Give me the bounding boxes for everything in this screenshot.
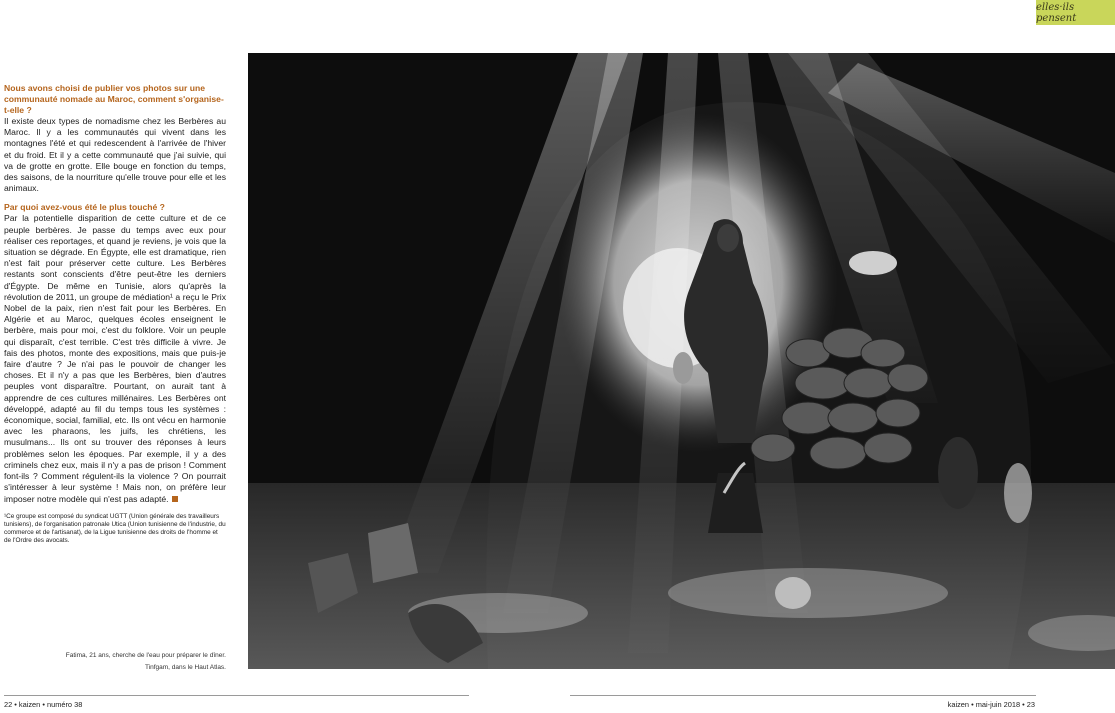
answer-1: Il existe deux types de nomadisme chez les Berbères au Maroc. Il y a les communautés qui vivent dans les montagnes l'été et qui redescendent à l'arrivée de l'hiver et du froid. Et il y a cette communauté que j'ai suivie, qui va de grotte en grotte. Elle bouge en fonction du temps, des saisons, de la nourriture qu'elle trouve pour elle et les animaux. [4,116,226,194]
answer-2-text: Par la potentielle disparition de cette culture et de ce peuple berbères. Je passe du temps avec eux pour réaliser ces reportages, et quand je reviens, je vois que la situation se dégrade. En Égypte, elle est dramatique, rien n'est fait pour préserver cette culture. Les Berbères restants sont conscients d'être peut-être les derniers d'Égypte. De même en Tunisie, alors qu'après la révolution de 2011, un groupe de médiation¹ a reçu le Prix Nobel de la paix, rien n'est fait pour les Berbères. En Algérie et au Maroc, quelques écoles enseignent le berbère, mais pour moi, c'est du folklore. Voir un peuple qui disparaît, c'est terrible. C'est très difficile à vivre. Je fais des photos, monte des expositions, mais que puis-je faire d'autre ? Je n'ai pas le pouvoir de changer les choses. Et il n'y a pas que les Berbères, bien d'autres peuples vont disparaître. Pourtant, on aurait tant à apprendre de ces cultures millénaires. Les Berbères ont développé, adapté au fil du temps tous les systèmes : économique, social, familial, etc. Ils ont vécu en harmonie avec les pharaons, les juifs, les chrétiens, les musulmans... Ils ont su trouver des réponses à leurs problèmes selon les époques. Par exemple, il y a des criminels chez eux, mais il n'y a pas de prison ! Comment font-ils ? Comment régulent-ils la violence ? On pourrait s'intéresser à leur système ! Mais non, on préfère leur imposer notre modèle qui n'est pas adapté. [4,213,226,504]
interview-column [4,83,226,545]
photo-caption [4,650,226,674]
answer-2 [4,213,226,504]
caption-line-1: Fatima, 21 ans, cherche de l'eau pour préparer le dîner. [65,652,226,659]
folio-right: kaizen • mai-juin 2018 • 23 [947,700,1035,709]
cave-photo [248,53,1115,669]
footer-rule-right [570,695,1036,696]
footer-rule-left [4,695,469,696]
footnote: ¹Ce groupe est composé du syndicat UGTT (Union générale des travailleurs tunisiens), de l'organisation patronale Utica (Union tunisienne de l'industrie, du commerce et de l'artisanat), de la Ligue tunisienne des droits de l'homme et de l'Ordre des avocats. [4,512,226,544]
caption-line-2: Tinfgam, dans le Haut Atlas. [144,664,226,671]
folio-left: 22 • kaizen • numéro 38 [4,700,83,709]
question-2: Par quoi avez-vous été le plus touché ? [4,202,165,213]
question-1: Nous avons choisi de publier vos photos sur une communauté nomade au Maroc, comment s'organise-t-elle ? [4,83,224,115]
cave-photo-illustration [248,53,1115,669]
end-mark-icon [172,496,178,502]
section-tag: elles·ils pensent [1036,0,1115,25]
